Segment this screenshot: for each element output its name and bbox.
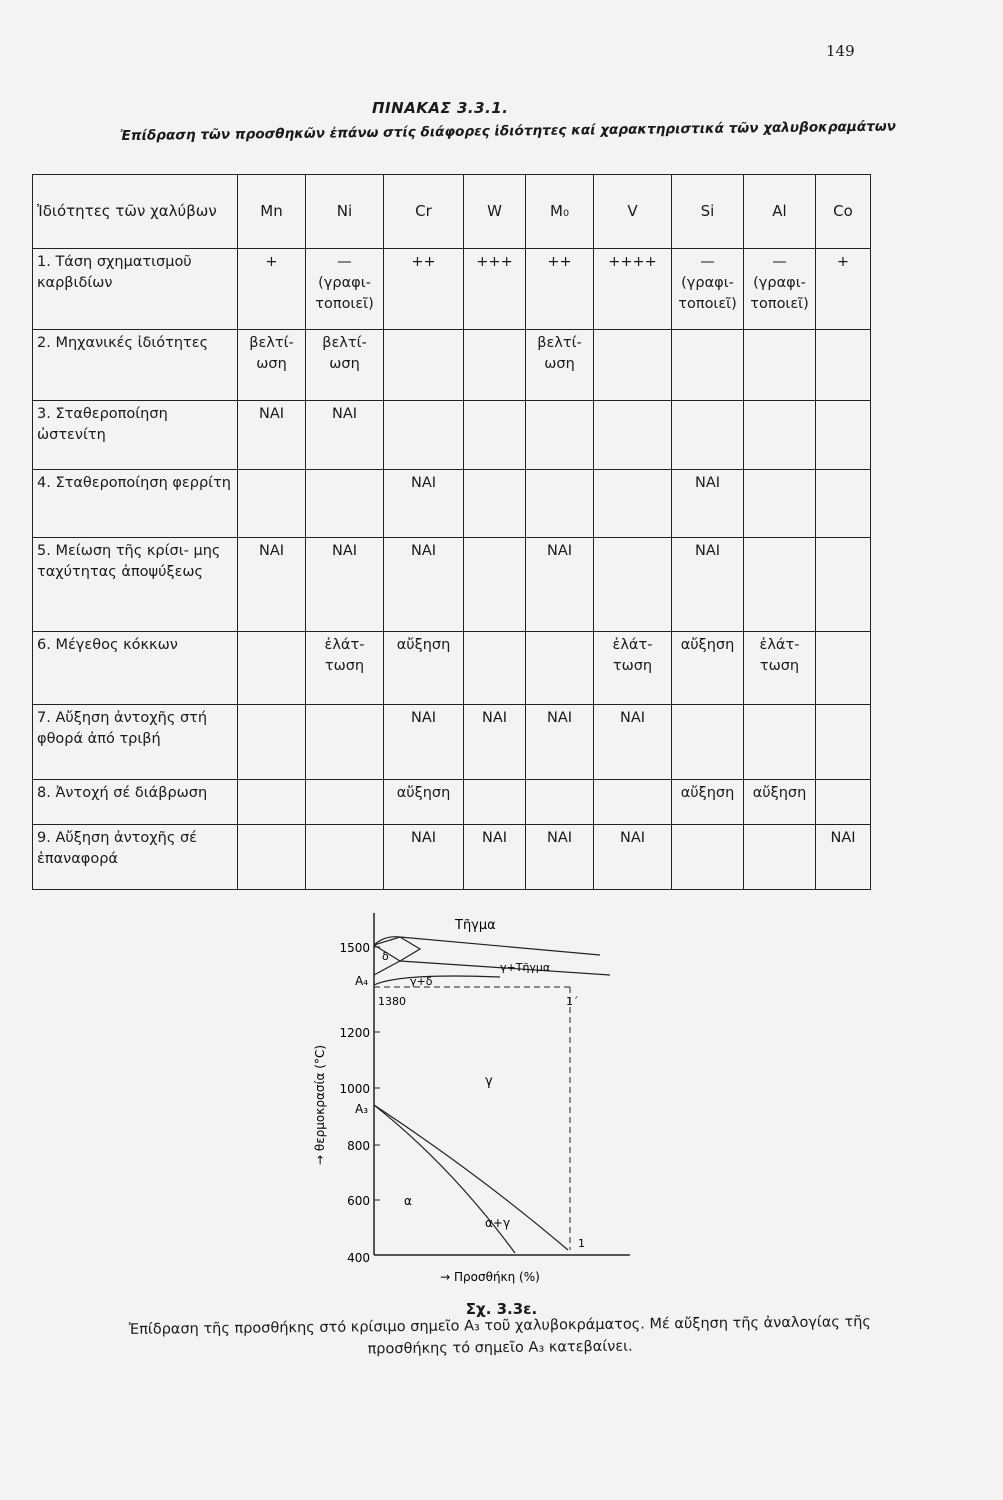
table-cell bbox=[306, 825, 384, 890]
row-property-label: 2. Μηχανικές ἰδιότητες bbox=[33, 330, 238, 401]
table-cell: — (γραφι- τοποιεῖ) bbox=[672, 248, 744, 329]
table-row bbox=[33, 469, 871, 538]
header-element: V bbox=[594, 175, 672, 249]
table-cell bbox=[526, 779, 594, 825]
table-cell: βελτί- ωση bbox=[306, 330, 384, 401]
table-row bbox=[33, 400, 871, 469]
table-cell: ++++ bbox=[594, 248, 672, 329]
table-cell bbox=[464, 538, 526, 632]
row-property-label: 1. Τάση σχηματισμοῦ καρβιδίων bbox=[33, 248, 238, 329]
table-cell bbox=[816, 538, 871, 632]
table-cell: ΝΑΙ bbox=[464, 825, 526, 890]
header-element: Cr bbox=[384, 175, 464, 249]
table-cell: ++ bbox=[526, 248, 594, 329]
table-cell bbox=[594, 469, 672, 538]
header-element: W bbox=[464, 175, 526, 249]
table-row bbox=[33, 825, 871, 890]
row-property-label: 7. Αὔξηση ἀντοχῆς στή φθορά ἀπό τριβή bbox=[33, 704, 238, 779]
a4-line bbox=[374, 976, 500, 985]
table-cell bbox=[238, 779, 306, 825]
x-axis-label: → Προσθήκη (%) bbox=[440, 1270, 540, 1284]
table-cell: ΝΑΙ bbox=[594, 825, 672, 890]
table-cell: αὔξηση bbox=[384, 779, 464, 825]
table-cell: ἐλάτ- τωση bbox=[594, 631, 672, 704]
table-cell bbox=[594, 400, 672, 469]
region-alpha-gamma: α+γ bbox=[485, 1216, 511, 1230]
header-element: Co bbox=[816, 175, 871, 249]
region-gamma: γ bbox=[485, 1074, 493, 1089]
header-element: M₀ bbox=[526, 175, 594, 249]
table-cell: αὔξηση bbox=[672, 631, 744, 704]
table-cell: ΝΑΙ bbox=[384, 704, 464, 779]
row-property-label: 6. Μέγεθος κόκκων bbox=[33, 631, 238, 704]
row-property-label: 5. Μείωση τῆς κρίσι- μης ταχύτητας ἀποψύξεως bbox=[33, 538, 238, 632]
header-element: Ni bbox=[306, 175, 384, 249]
table-cell: +++ bbox=[464, 248, 526, 329]
table-cell bbox=[306, 704, 384, 779]
table-row bbox=[33, 779, 871, 825]
table-cell bbox=[816, 704, 871, 779]
table-cell bbox=[384, 400, 464, 469]
table-cell bbox=[594, 330, 672, 401]
table-cell bbox=[672, 825, 744, 890]
table-cell bbox=[744, 538, 816, 632]
row-property-label: 9. Αὔξηση ἀντοχῆς σέ ἐπαναφορά bbox=[33, 825, 238, 890]
tick-label-1500: 1500 bbox=[339, 941, 370, 955]
table-cell bbox=[464, 631, 526, 704]
table-cell: — (γραφι- τοποιεῖ) bbox=[306, 248, 384, 329]
table-cell bbox=[816, 330, 871, 401]
region-gamma-melt: γ+Τῆγμα bbox=[500, 961, 551, 974]
table-cell: — (γραφι- τοποιεῖ) bbox=[744, 248, 816, 329]
tick-label-1000: 1000 bbox=[339, 1082, 370, 1096]
table-cell bbox=[306, 779, 384, 825]
table-cell bbox=[238, 631, 306, 704]
table-cell bbox=[672, 704, 744, 779]
region-gamma-delta: γ+δ bbox=[410, 975, 433, 988]
table-cell: ++ bbox=[384, 248, 464, 329]
table-cell: ΝΑΙ bbox=[526, 825, 594, 890]
table-cell: ΝΑΙ bbox=[384, 825, 464, 890]
properties-table bbox=[32, 174, 871, 890]
table-cell bbox=[816, 779, 871, 825]
table-title: ΠΙΝΑΚΑΣ 3.3.1. bbox=[372, 99, 509, 117]
table-cell bbox=[744, 469, 816, 538]
figure-number: Σχ. 3.3ε. bbox=[465, 1300, 538, 1318]
y-axis-label: → θερμοκρασία (°C) bbox=[313, 1044, 327, 1166]
table-cell: ΝΑΙ bbox=[306, 400, 384, 469]
table-cell: βελτί- ωση bbox=[526, 330, 594, 401]
delta-boundary-2 bbox=[374, 961, 400, 975]
table-cell bbox=[594, 538, 672, 632]
table-cell: ΝΑΙ bbox=[238, 400, 306, 469]
table-cell: ΝΑΙ bbox=[384, 469, 464, 538]
tick-label-400: 400 bbox=[347, 1251, 370, 1265]
table-row bbox=[33, 330, 871, 401]
table-row bbox=[33, 248, 871, 329]
a3-upper-curve bbox=[374, 1105, 515, 1253]
table-cell bbox=[384, 330, 464, 401]
label-1380: 1380 bbox=[378, 995, 406, 1008]
table-cell: + bbox=[238, 248, 306, 329]
table-cell bbox=[526, 469, 594, 538]
label-a4: A₄ bbox=[355, 974, 369, 988]
table-cell: αὔξηση bbox=[672, 779, 744, 825]
table-cell bbox=[464, 469, 526, 538]
table-cell: ΝΑΙ bbox=[672, 469, 744, 538]
table-cell: ΝΑΙ bbox=[464, 704, 526, 779]
row-property-label: 8. Ἀντοχή σέ διάβρωση bbox=[33, 779, 238, 825]
table-cell bbox=[526, 631, 594, 704]
tick-label-1200: 1200 bbox=[339, 1026, 370, 1040]
a3-lower-curve bbox=[374, 1105, 568, 1250]
label-1prime: 1´ bbox=[566, 995, 579, 1008]
table-cell bbox=[816, 400, 871, 469]
table-cell bbox=[238, 825, 306, 890]
row-property-label: 4. Σταθεροποίηση φερρίτη bbox=[33, 469, 238, 538]
table-cell bbox=[526, 400, 594, 469]
phase-diagram bbox=[300, 905, 630, 1295]
liquidus-line bbox=[374, 937, 600, 955]
header-property: Ἰδιότητες τῶν χαλύβων bbox=[33, 175, 238, 249]
table-cell bbox=[464, 400, 526, 469]
table-cell: ΝΑΙ bbox=[238, 538, 306, 632]
tick-label-800: 800 bbox=[347, 1139, 370, 1153]
table-header-row bbox=[33, 175, 871, 249]
table-cell: ἐλάτ- τωση bbox=[306, 631, 384, 704]
table-cell bbox=[464, 330, 526, 401]
table-cell bbox=[306, 469, 384, 538]
table-subtitle: Ἐπίδραση τῶν προσθηκῶν ἐπάνω στίς διάφορες ἰδιότητες καί χαρακτηριστικά τῶν χαλυβοκραμάτων bbox=[120, 118, 897, 144]
label-1: 1 bbox=[578, 1237, 585, 1250]
table-cell: ΝΑΙ bbox=[306, 538, 384, 632]
table-cell bbox=[744, 330, 816, 401]
label-a3: A₃ bbox=[355, 1102, 369, 1116]
table-cell: ΝΑΙ bbox=[526, 538, 594, 632]
table-cell bbox=[816, 631, 871, 704]
tick-label-600: 600 bbox=[347, 1194, 370, 1208]
table-cell: αὔξηση bbox=[744, 779, 816, 825]
table-cell: ΝΑΙ bbox=[816, 825, 871, 890]
table-row bbox=[33, 538, 871, 632]
table-cell: ΝΑΙ bbox=[526, 704, 594, 779]
header-element: Mn bbox=[238, 175, 306, 249]
table-row bbox=[33, 704, 871, 779]
table-cell: ἐλάτ- τωση bbox=[744, 631, 816, 704]
table-cell: ΝΑΙ bbox=[672, 538, 744, 632]
header-element: Al bbox=[744, 175, 816, 249]
figure-caption: Ἐπίδραση τῆς προσθήκης στό κρίσιμο σημεῖο A₃ τοῦ χαλυβοκράματος. Μέ αὔξηση τῆς ἀναλογίας τῆς προσθήκης τό σημεῖο A₃ κατεβαίνει. bbox=[128, 1314, 871, 1358]
region-delta: δ bbox=[382, 950, 389, 963]
table-row bbox=[33, 631, 871, 704]
table-cell bbox=[672, 330, 744, 401]
table-cell bbox=[464, 779, 526, 825]
table-cell bbox=[744, 704, 816, 779]
delta-wedge bbox=[400, 937, 420, 961]
table-cell bbox=[238, 469, 306, 538]
table-cell bbox=[238, 704, 306, 779]
row-property-label: 3. Σταθεροποίηση ὠστενίτη bbox=[33, 400, 238, 469]
solidus-line bbox=[374, 945, 610, 975]
table-cell: βελτί- ωση bbox=[238, 330, 306, 401]
table-cell: ΝΑΙ bbox=[384, 538, 464, 632]
table-cell: ΝΑΙ bbox=[594, 704, 672, 779]
table-cell bbox=[744, 400, 816, 469]
region-melt: Τῆγμα bbox=[455, 918, 496, 933]
table-cell bbox=[816, 469, 871, 538]
table-cell: αὔξηση bbox=[384, 631, 464, 704]
header-element: Si bbox=[672, 175, 744, 249]
table-cell bbox=[744, 825, 816, 890]
region-alpha: α bbox=[404, 1194, 412, 1208]
table-cell bbox=[672, 400, 744, 469]
table-cell: + bbox=[816, 248, 871, 329]
page-number: 149 bbox=[826, 42, 855, 60]
table-cell bbox=[594, 779, 672, 825]
